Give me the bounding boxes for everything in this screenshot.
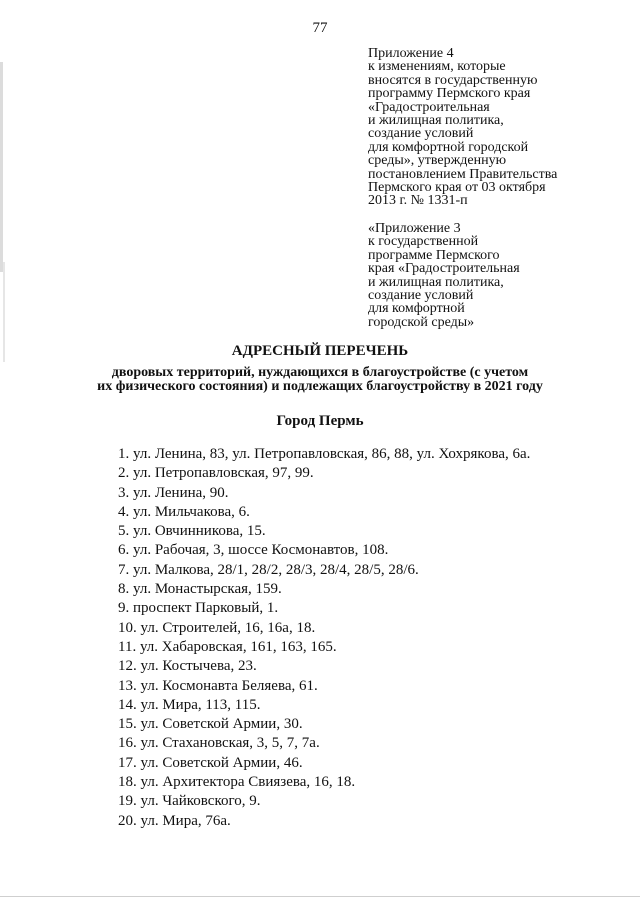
appendix-3-line: к государственной xyxy=(368,234,479,250)
appendix-4-line: 2013 г. № 1331-п xyxy=(368,193,468,209)
address-item: 2. ул. Петропавловская, 97, 99. xyxy=(118,465,314,482)
address-item: 13. ул. Космонавта Беляева, 61. xyxy=(118,677,318,694)
page-number: 77 xyxy=(312,20,328,36)
address-item: 3. ул. Ленина, 90. xyxy=(118,484,229,501)
address-item: 4. ул. Мильчакова, 6. xyxy=(118,503,250,520)
appendix-3-line: края «Градостроительная xyxy=(368,261,520,277)
appendix-4-line: «Градостроительная xyxy=(368,99,490,115)
address-item: 5. ул. Овчинникова, 15. xyxy=(118,523,266,540)
city-heading: Город Пермь xyxy=(276,413,364,429)
appendix-4-line: постановлением Правительства xyxy=(368,166,558,182)
scan-bottom-edge xyxy=(0,896,640,897)
address-item: 9. проспект Парковый, 1. xyxy=(118,600,279,617)
address-item: 16. ул. Стахановская, 3, 5, 7, 7а. xyxy=(118,735,320,752)
appendix-3-line: «Приложение 3 xyxy=(368,221,461,236)
appendix-4-line: вносятся в государственную xyxy=(368,72,538,88)
appendix-4-line: создание условий xyxy=(368,126,474,142)
address-item: 12. ул. Костычева, 23. xyxy=(118,658,257,675)
appendix-3-line: городской среды» xyxy=(368,314,475,330)
address-item: 7. ул. Малкова, 28/1, 28/2, 28/3, 28/4, 28/5, 28/6. xyxy=(118,561,419,578)
appendix-4-line: и жилищная политика, xyxy=(368,113,504,129)
scan-edge-shadow xyxy=(0,62,3,272)
appendix-4-block xyxy=(368,47,557,208)
appendix-4-line: Приложение 4 xyxy=(368,46,454,61)
appendix-4-line: для комфортной городской xyxy=(368,139,529,155)
address-item: 11. ул. Хабаровская, 161, 163, 165. xyxy=(118,638,337,655)
address-item: 18. ул. Архитектора Свиязева, 16, 18. xyxy=(118,774,356,791)
address-item: 15. ул. Советской Армии, 30. xyxy=(118,716,303,733)
appendix-3-line: и жилищная политика, xyxy=(368,274,504,290)
address-list xyxy=(118,445,530,831)
appendix-3-line: создание условий xyxy=(368,288,474,304)
address-item: 19. ул. Чайковского, 9. xyxy=(118,793,261,810)
appendix-3-line: программе Пермского xyxy=(368,247,500,263)
subtitle-line: дворовых территорий, нуждающихся в благоустройстве (с учетом xyxy=(111,365,529,380)
appendix-4-line: среды», утвержденную xyxy=(368,153,507,169)
appendix-3-line: для комфортной xyxy=(368,301,465,317)
address-item: 8. ул. Монастырская, 159. xyxy=(118,581,282,598)
address-item: 17. ул. Советской Армии, 46. xyxy=(118,754,303,771)
document-title: АДРЕСНЫЙ ПЕРЕЧЕНЬ xyxy=(231,343,409,359)
address-item: 1. ул. Ленина, 83, ул. Петропавловская, 86, 88, ул. Хохрякова, 6а. xyxy=(118,446,531,462)
appendix-4-line: Пермского края от 03 октября xyxy=(368,180,546,196)
address-item: 10. ул. Строителей, 16, 16а, 18. xyxy=(118,619,316,636)
address-item: 6. ул. Рабочая, 3, шоссе Космонавтов, 108. xyxy=(118,542,389,559)
appendix-4-line: к изменениям, которые xyxy=(368,59,506,75)
appendix-4-line: программу Пермского края xyxy=(368,86,531,102)
appendix-3-block xyxy=(368,222,520,329)
subtitle-line: их физического состояния) и подлежащих благоустройству в 2021 году xyxy=(97,379,543,394)
document-subtitle xyxy=(0,366,640,394)
address-item: 14. ул. Мира, 113, 115. xyxy=(118,696,261,713)
address-item: 20. ул. Мира, 76а. xyxy=(118,812,231,829)
